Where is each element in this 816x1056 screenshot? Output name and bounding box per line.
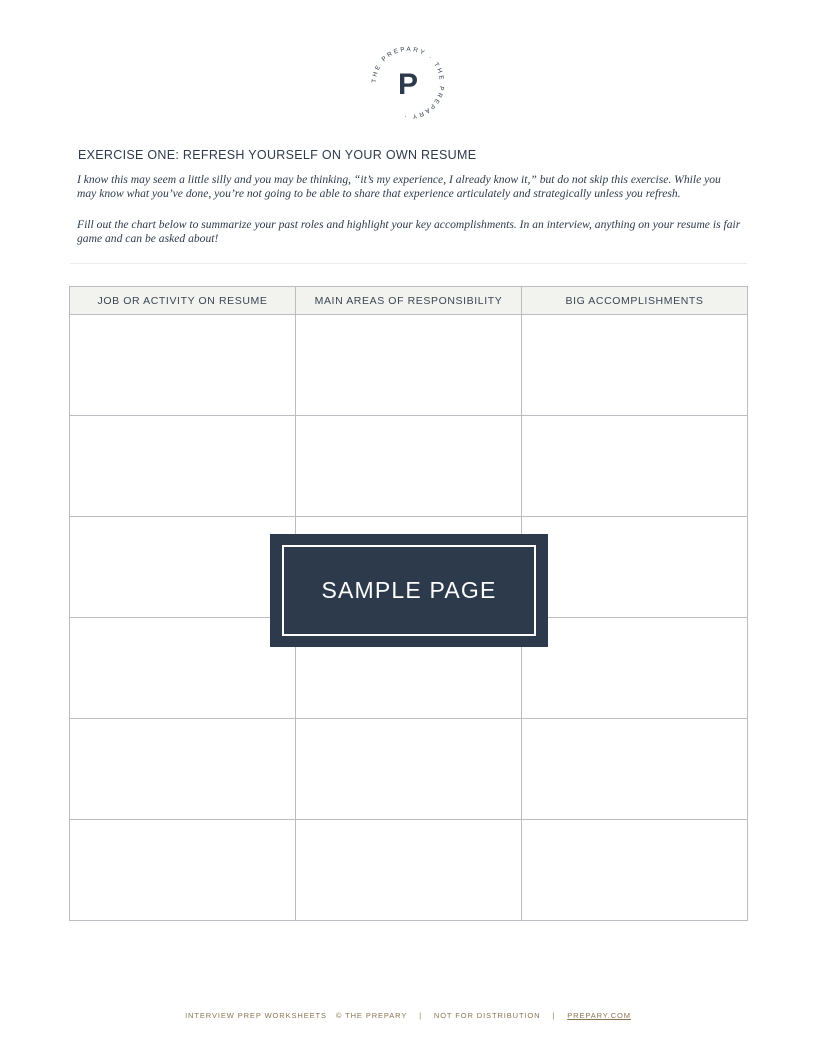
header-job-activity: JOB OR ACTIVITY ON RESUME — [70, 287, 296, 315]
sample-page-stamp — [270, 534, 548, 647]
job-cell[interactable] — [70, 517, 296, 618]
accomplishment-cell[interactable] — [522, 517, 748, 618]
footer-separator: | — [419, 1011, 422, 1020]
job-cell[interactable] — [70, 820, 296, 921]
responsibility-cell[interactable] — [296, 315, 522, 416]
logo-ring-text: THE PREPARY · THE PREPARY · — [370, 45, 446, 121]
accomplishment-cell[interactable] — [522, 416, 748, 517]
footer-separator: | — [552, 1011, 556, 1020]
accomplishment-cell[interactable] — [522, 820, 748, 921]
footer-website-link[interactable]: PREPARY.COM — [567, 1011, 631, 1020]
sample-page-label: SAMPLE PAGE — [282, 545, 536, 636]
job-cell[interactable] — [70, 315, 296, 416]
job-cell[interactable] — [70, 719, 296, 820]
table-row — [70, 719, 748, 820]
table-header-row — [70, 287, 748, 315]
footer-text: INTERVIEW PREP WORKSHEETS © THE PREPARY — [185, 1011, 408, 1020]
header-accomplishments: BIG ACCOMPLISHMENTS — [522, 287, 748, 315]
accomplishment-cell[interactable] — [522, 719, 748, 820]
prepary-logo — [368, 43, 448, 123]
job-cell[interactable] — [70, 618, 296, 719]
responsibility-cell[interactable] — [296, 820, 522, 921]
page-footer — [0, 1011, 816, 1020]
table-row — [70, 820, 748, 921]
table-row — [70, 315, 748, 416]
accomplishment-cell[interactable] — [522, 618, 748, 719]
section-divider — [70, 263, 747, 264]
instructions-paragraph: Fill out the chart below to summarize your past roles and highlight your key accomplishments. In an interview, anything on your resume is fair game and can be asked about! — [77, 218, 741, 245]
footer-distribution-note: NOT FOR DISTRIBUTION — [433, 1011, 541, 1020]
header-responsibility: MAIN AREAS OF RESPONSIBILITY — [296, 287, 522, 315]
logo-letter: P — [397, 68, 419, 101]
accomplishment-cell[interactable] — [522, 315, 748, 416]
table-row — [70, 416, 748, 517]
responsibility-cell[interactable] — [296, 719, 522, 820]
responsibility-cell[interactable] — [296, 416, 522, 517]
intro-paragraph: I know this may seem a little silly and you may be thinking, “it’s my experience, I already know it,” but do not skip this exercise. While you may know what you’ve done, you’re not going to be able to share that experience articulately and strategically unless you refresh. — [77, 173, 721, 200]
job-cell[interactable] — [70, 416, 296, 517]
exercise-heading: EXERCISE ONE: REFRESH YOURSELF ON YOUR OWN RESUME — [78, 148, 477, 162]
